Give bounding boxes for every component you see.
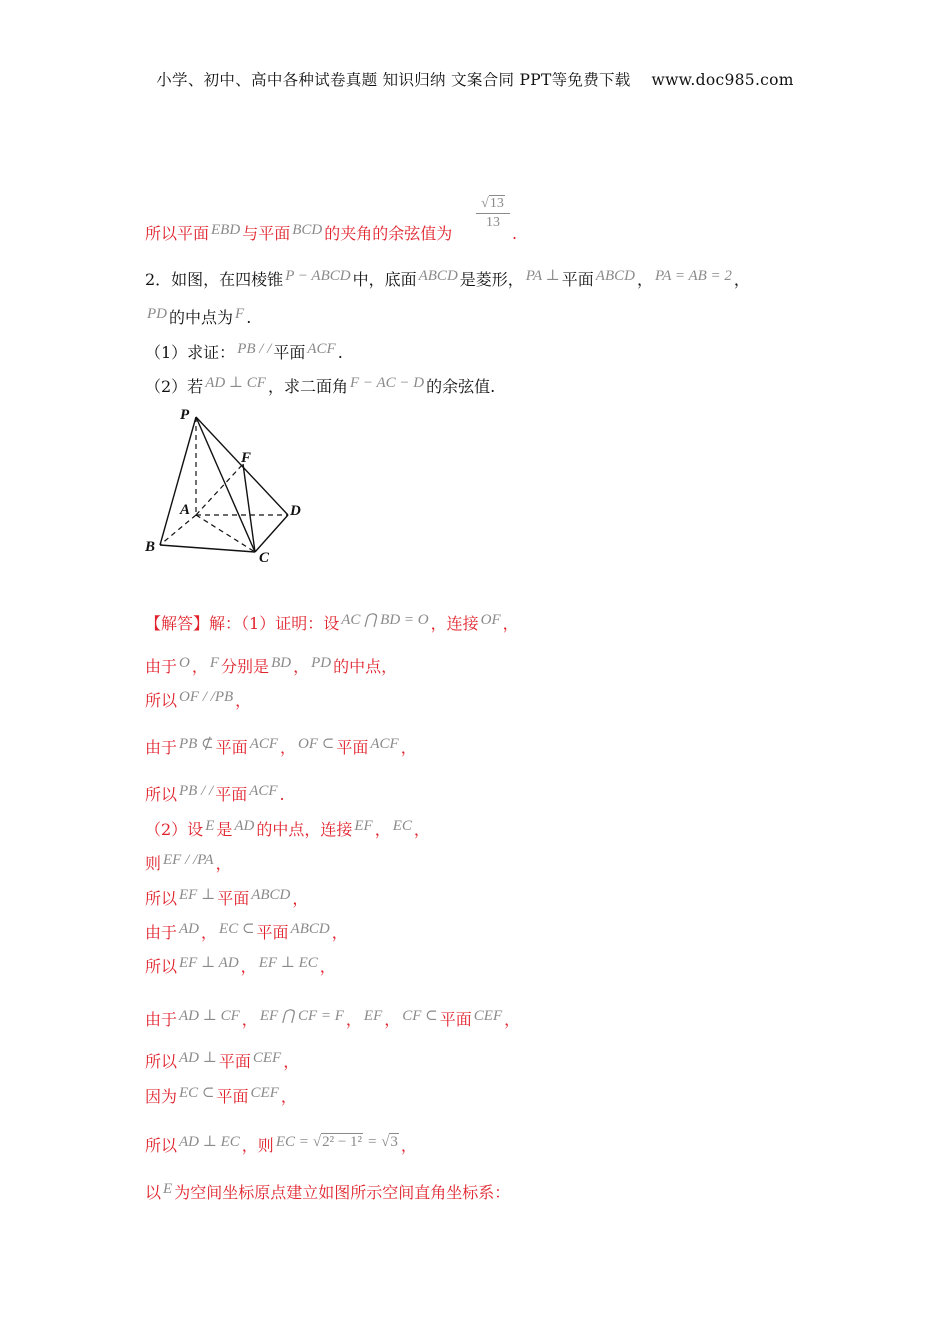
cosine-fraction: $\frac{√13}{13}$ — [476, 196, 510, 231]
prev-period: . — [512, 224, 518, 243]
header-url: www.doc985.com — [651, 71, 794, 89]
solution-line-10: 所以 EF ⊥ AD ， EF ⊥ EC ， — [145, 955, 336, 976]
label-C: C — [259, 550, 270, 566]
label-A: A — [180, 502, 191, 518]
question-2: （2）若 AD ⊥ CF ，求二面角 F − AC − D 的余弦值. — [145, 375, 496, 396]
solution-line-2: 由于 O ， F 分别是 BD ， PD 的中点， — [145, 655, 398, 676]
solution-line-15: 以 E 为空间坐标原点建立如图所示空间直角坐标系： — [145, 1181, 511, 1202]
label-P: P — [180, 407, 190, 423]
edge-AB — [160, 515, 196, 545]
solution-line-9: 由于 AD ， EC ⊂ 平面 ABCD ， — [145, 921, 348, 942]
edge-BC — [160, 545, 255, 552]
solution-line-7: 则 EF / /PA ， — [145, 852, 232, 873]
problem-line-2: PD 的中点为 F . — [147, 306, 252, 327]
label-F: F — [241, 450, 252, 466]
edge-AC — [196, 515, 255, 552]
question-1: （1）求证： PB / / 平面 ACF . — [145, 341, 343, 362]
solution-line-5: 所以 PB / / 平面 ACF . — [145, 783, 285, 804]
solution-line-13: 因为 EC ⊂ 平面 CEF ， — [145, 1085, 297, 1106]
solution-line-3: 所以 OF / /PB ， — [145, 689, 252, 710]
solution-line-14: 所以 AD ⊥ EC ，则 EC = √2² − 1² = √3 ， — [145, 1134, 417, 1155]
solution-line-6: （2）设 E 是 AD 的中点，连接 EF ， EC ， — [145, 818, 430, 839]
prev-conclusion: 所以平面 EBD 与平面 BCD 的夹角的余弦值为 — [145, 222, 453, 243]
solution-line-4: 由于 PB ⊄ 平面 ACF ， OF ⊂ 平面 ACF ， — [145, 736, 417, 757]
edge-PB — [160, 417, 196, 545]
solution-line-11: 由于 AD ⊥ CF ， EF ⋂ CF = F ， EF ， CF ⊂ 平面 CEF ， — [145, 1008, 521, 1029]
pyramid-figure — [140, 402, 320, 570]
page-header — [0, 68, 950, 90]
solution-line-12: 所以 AD ⊥ 平面 CEF ， — [145, 1050, 300, 1071]
solution-line-8: 所以 EF ⊥ 平面 ABCD ， — [145, 887, 309, 908]
label-D: D — [290, 503, 301, 519]
edge-CD — [255, 515, 288, 552]
solution-line-1: 【解答】解：（1）证明：设 AC ⋂ BD = O ，连接 OF ， — [145, 612, 519, 633]
problem-line-1: 2．如图，在四棱锥 P − ABCD 中，底面 ABCD 是菱形， PA ⊥ 平面 ABCD ， PA = AB = 2 ， — [145, 268, 750, 289]
header-text: 小学、初中、高中各种试卷真题 知识归纳 文案合同 PPT等免费下载 — [156, 71, 631, 89]
label-B: B — [145, 539, 156, 555]
